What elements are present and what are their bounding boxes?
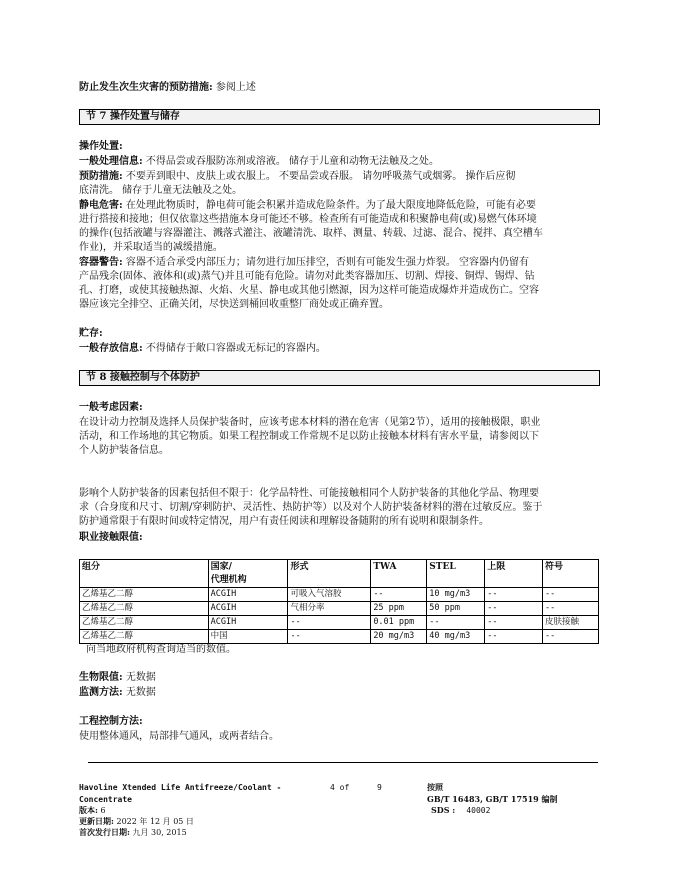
precaution-text-1: 不要弄到眼中、皮肤上或衣服上。 不要品尝或吞服。 请勿呼吸蒸气或烟雾。 操作后应彻 (122, 171, 516, 182)
table-cell: -- (288, 616, 371, 630)
table-cell: -- (485, 602, 543, 616)
footer-first-issue-value: 九月 30, 2015 (129, 828, 187, 837)
ppe-text-3: 防护通常限于有限时间或特定情况，用户有责任阅读和理解设备随附的所有说明和限制条件。 (79, 516, 489, 527)
general-handling-label: 一般处理信息: (79, 156, 143, 167)
prevent-secondary-value: 参阅上述 (212, 82, 256, 93)
biological-limits-value: 无数据 (122, 672, 156, 683)
table-cell: 乙烯基乙二醇 (80, 588, 209, 602)
static-text-1: 在处理此物质时，静电荷可能会积累并造成危险条件。为了最大限度地降低危险，可能有必要 (122, 200, 536, 211)
engineering-controls-heading: 工程控制方法: (79, 716, 143, 727)
monitoring-methods-line (79, 685, 156, 701)
static-text-3: 的操作(包括液罐与容器灌注、溅落式灌注、液罐清洗、取样、测量、转载、过滤、混合、搅拌、真空槽车 (79, 228, 543, 239)
table-cell: -- (288, 630, 371, 644)
table-header-row (80, 560, 599, 588)
footer-product-line-2: Concentrate (79, 795, 132, 804)
footer-page-indicator (330, 782, 382, 793)
table-cell: -- (485, 630, 543, 644)
section-8-header (79, 370, 600, 386)
storage-value: 不得储存于敞口容器或无标记的容器内。 (142, 343, 326, 354)
static-label: 静电危害: (79, 200, 123, 211)
col-header-symbol: 符号 (543, 560, 599, 588)
ppe-text-1: 影响个人防护装备的因素包括但不限于：化学品特性、可能接触相同个人防护装备的其他化学品、物理要 (79, 488, 539, 499)
general-considerations-text-2: 活动，和工作场地的其它物质。如果工程控制或工作常规不足以防止接触本材料有害水平量，请参阅以下 (79, 431, 539, 442)
static-text-4: 作业)，并采取适当的减缓措施。 (79, 242, 223, 253)
col-header-twa: TWA (371, 560, 427, 588)
table-cell: -- (427, 616, 485, 630)
table-cell: -- (485, 588, 543, 602)
table-cell: ACGIH (208, 602, 288, 616)
container-text-4: 器应该完全排空、正确关闭，尽快送到桶回收重整厂商处或正确弃置。 (79, 299, 389, 310)
general-handling-line (79, 154, 439, 170)
table-cell: ACGIH (208, 616, 288, 630)
container-label: 容器警告: (79, 257, 123, 268)
container-text-3: 孔、打磨，或使其接触热源、火焰、火星、静电或其他引燃源，因为这样可能造成爆炸并造成伤亡。空容 (79, 285, 539, 296)
table-row (80, 602, 599, 616)
col-header-stel: STEL (427, 560, 485, 588)
col-header-ceiling: 上限 (485, 560, 543, 588)
footer-product-line-1: Havoline Xtended Life Antifreeze/Coolant - (79, 783, 282, 792)
footer-sds-number: 40002 (466, 806, 491, 815)
table-cell: ACGIH (208, 588, 288, 602)
oel-heading: 职业接触限值: (79, 532, 143, 543)
footer-sds-line (431, 805, 490, 816)
general-considerations-heading: 一般考虑因素: (79, 402, 143, 413)
section-8-title: 节 8 接触控制与个体防护 (86, 372, 200, 383)
table-row (80, 616, 599, 630)
precaution-label: 预防措施: (79, 171, 123, 182)
section-7-title: 节 7 操作处置与储存 (86, 111, 180, 122)
exposure-limits-table (79, 559, 599, 644)
container-text-2: 产品残余(固体、液体和(或)蒸气)并且可能有危险。请勿对此类容器加压、切割、焊接、铜焊、锡焊、钻 (79, 271, 535, 282)
footer-first-issue-line (79, 827, 187, 838)
biological-limits-line (79, 670, 156, 686)
prevent-secondary-line (79, 80, 256, 96)
monitoring-methods-label: 监测方法: (79, 687, 123, 698)
container-text-1: 容器不适合承受内部压力；请勿进行加压排空，否则有可能发生强力炸裂。 空容器内仍留有 (122, 257, 530, 268)
footer-revision-label: 更新日期: (79, 816, 114, 826)
table-cell: 乙烯基乙二醇 (80, 616, 209, 630)
prevent-secondary-label: 防止发生次生灾害的预防措施: (79, 82, 213, 93)
storage-line (79, 341, 326, 357)
general-handling-text: 不得品尝或吞服防冻剂或溶液。 储存于儿童和动物无法触及之处。 (142, 156, 440, 167)
precaution-text-2: 底清洗。 储存于儿童无法触及之处。 (79, 185, 243, 196)
footer-sds-label: SDS : (431, 805, 456, 815)
footer-version-label: 版本: (79, 805, 98, 815)
col-header-component: 组分 (80, 560, 209, 588)
general-considerations-text-3: 个人防护装备信息。 (79, 445, 169, 456)
table-cell: 中国 (208, 630, 288, 644)
table-row (80, 588, 599, 602)
table-cell: 可吸入气溶胶 (288, 588, 371, 602)
footer-first-issue-label: 首次发行日期: (79, 827, 130, 837)
table-cell: -- (543, 588, 599, 602)
table-cell: -- (485, 616, 543, 630)
table-cell: -- (371, 588, 427, 602)
storage-label: 一般存放信息: (79, 343, 143, 354)
biological-limits-label: 生物限值: (79, 672, 123, 683)
table-cell: 皮肤接触 (543, 616, 599, 630)
table-cell: 50 ppm (427, 602, 485, 616)
col-header-form: 形式 (288, 560, 371, 588)
table-cell: 乙烯基乙二醇 (80, 630, 209, 644)
table-cell: 25 ppm (371, 602, 427, 616)
footer-compiled-standard: GB/T 16483, GB/T 17519 编制 (427, 794, 558, 804)
section-7-header (79, 109, 600, 125)
storage-heading: 贮存: (79, 328, 103, 339)
footer-version-value: 6 (97, 806, 106, 815)
footer-divider (88, 762, 598, 763)
footer-revision-line (79, 816, 194, 827)
table-cell: -- (543, 602, 599, 616)
table-cell: 20 mg/m3 (371, 630, 427, 644)
table-cell: 40 mg/m3 (427, 630, 485, 644)
ppe-text-2: 求（合身度和尺寸、切割/穿刺防护、灵活性、热防护等）以及对个人防护装备材料的潜在过敏反应。鉴于 (79, 502, 543, 513)
footer-page-number: 4 (330, 783, 335, 792)
footer-page-total: 9 (376, 783, 382, 792)
table-cell: 10 mg/m3 (427, 588, 485, 602)
footer-revision-value: 2022 年 12 月 05 日 (113, 817, 194, 826)
footer-page-of: of (339, 783, 350, 792)
engineering-controls-text: 使用整体通风，局部排气通风，或两者结合。 (79, 731, 279, 742)
handling-heading: 操作处置: (79, 141, 123, 152)
footer-version-line (79, 805, 106, 816)
col-header-agency: 国家/ 代理机构 (208, 560, 288, 588)
local-authority-note: 向当地政府机构查询适当的数值。 (86, 644, 236, 655)
table-cell: -- (543, 630, 599, 644)
general-considerations-text-1: 在设计动力控制及选择人员保护装备时，应该考虑本材料的潜在危害（见第2节），适用的接触极限，职业 (79, 417, 541, 428)
monitoring-methods-value: 无数据 (122, 687, 156, 698)
static-text-2: 进行搭接和接地；但仅依靠这些措施本身可能还不够。检查所有可能造成和积聚静电荷(或)易燃气体环境 (79, 214, 537, 225)
table-cell: 乙烯基乙二醇 (80, 602, 209, 616)
footer-compiled-label: 按照 (427, 782, 443, 792)
table-cell: 气相分率 (288, 602, 371, 616)
table-cell: 0.01 ppm (371, 616, 427, 630)
